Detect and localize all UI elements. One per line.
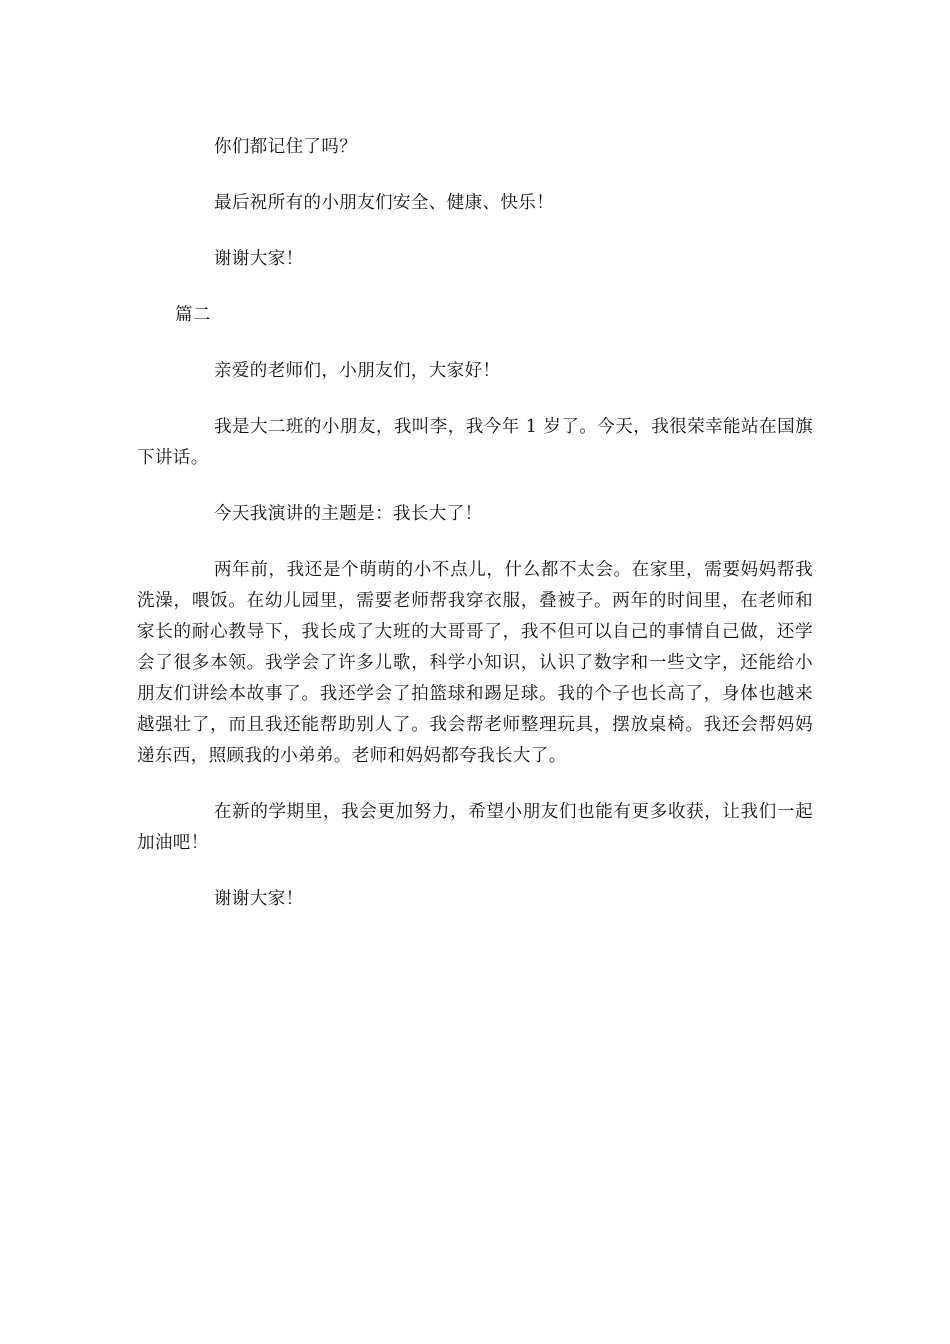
- document-body: [137, 132, 813, 940]
- paragraph-wishes: 最后祝所有的小朋友们安全、健康、快乐！: [214, 193, 555, 213]
- paragraph-new-term: 在新的学期里，我会更加努力，希望小朋友们也能有更多收获，让我们一起加油吧！: [137, 802, 813, 853]
- paragraph-introduction: 我是大二班的小朋友，我叫李，我今年 1 岁了。今天，我很荣幸能站在国旗下讲话。: [137, 417, 813, 468]
- paragraph-greeting: 亲爱的老师们，小朋友们，大家好！: [214, 361, 501, 381]
- paragraph-story: 两年前，我还是个萌萌的小不点儿，什么都不太会。在家里，需要妈妈帮我洗澡，喂饭。在幼儿园里，需要老师帮我穿衣服，叠被子。两年的时间里，在老师和家长的耐心教导下，我长成了大班的大哥哥了，我不但可以自己的事情自己做，还学会了很多本领。我学会了许多儿歌，科学小知识，认识了数字和一些文字，还能给小朋友们讲绘本故事了。我还学会了拍篮球和踢足球。我的个子也长高了，身体也越来越强壮了，而且我还能帮助别人了。我会帮老师整理玩具，摆放桌椅。我还会帮妈妈递东西，照顾我的小弟弟。老师和妈妈都夸我长大了。: [137, 560, 813, 766]
- paragraph-topic: 今天我演讲的主题是：我长大了！: [214, 504, 483, 524]
- paragraph-thanks-1: 谢谢大家！: [214, 249, 304, 269]
- paragraph-thanks-2: 谢谢大家！: [214, 889, 304, 909]
- paragraph-question: 你们都记住了吗？: [214, 137, 358, 157]
- section-heading: 篇二: [175, 305, 211, 325]
